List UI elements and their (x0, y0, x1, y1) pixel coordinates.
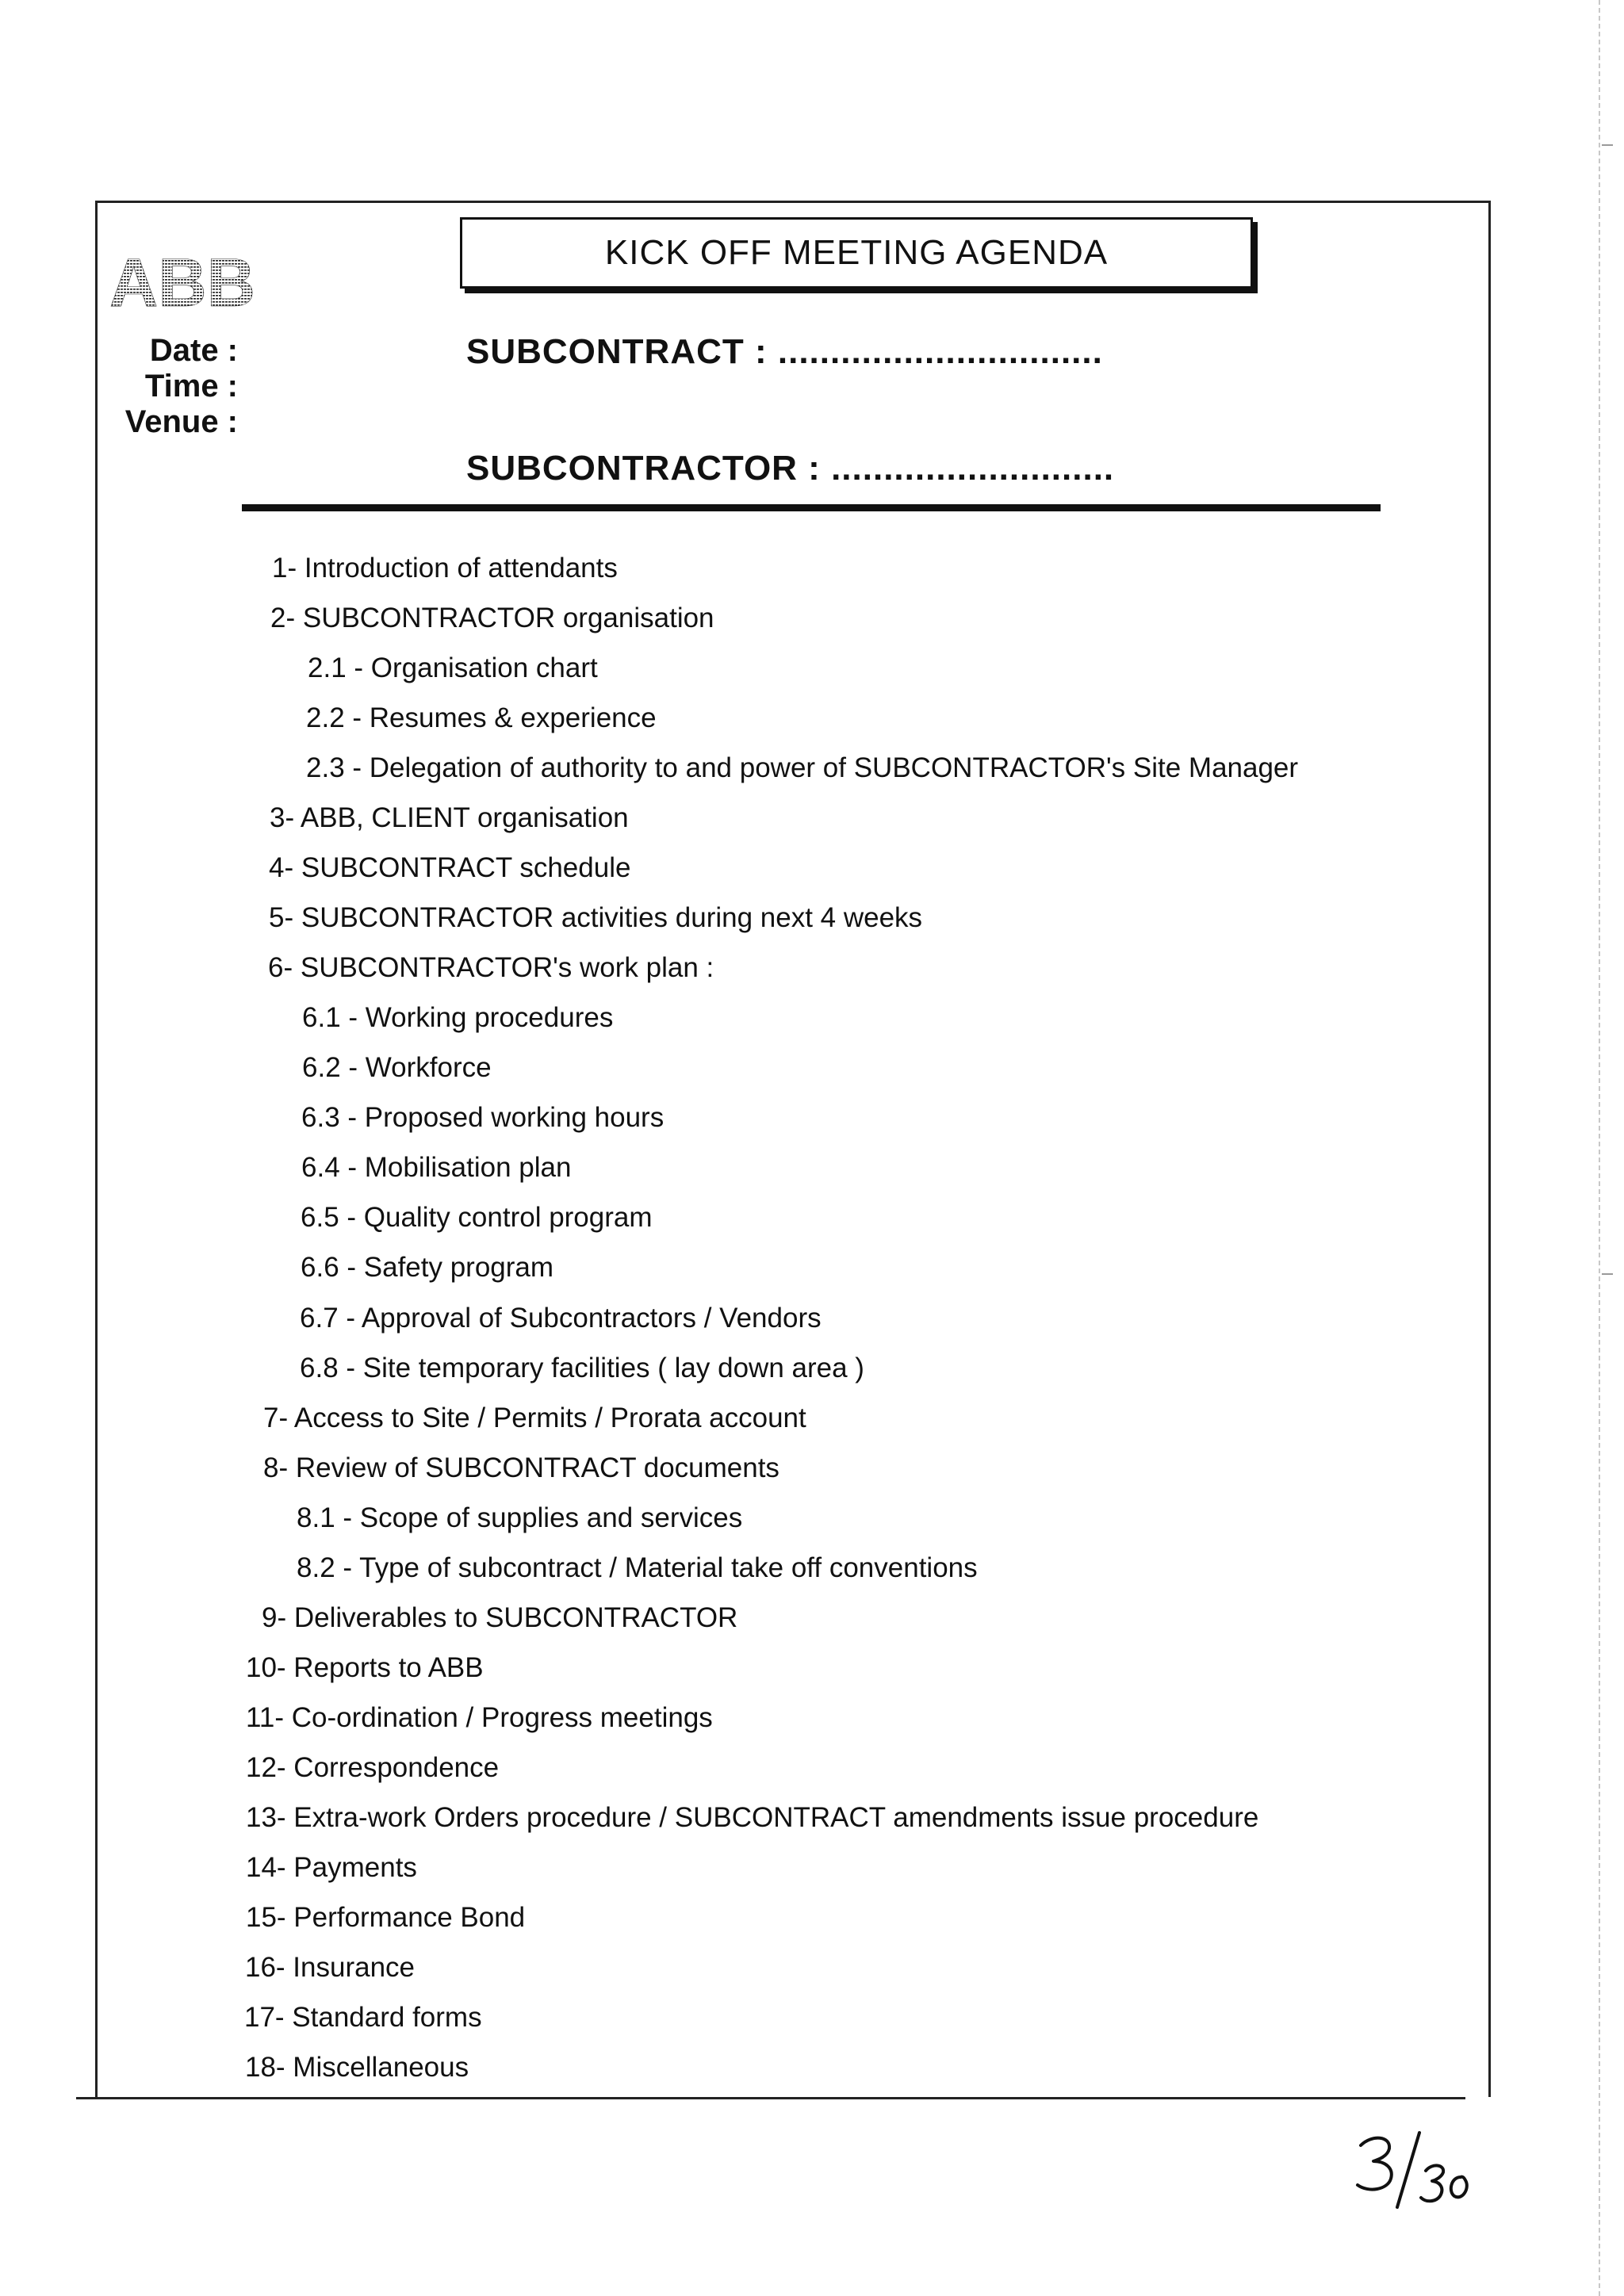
subcontract-value: ............................... (777, 332, 1103, 371)
agenda-subitem: 6.6 - Safety program (301, 1252, 554, 1283)
abb-logo (108, 251, 257, 311)
scan-edge (1599, 0, 1600, 2296)
agenda-item: 3- ABB, CLIENT organisation (270, 802, 629, 833)
subcontractor-field (466, 449, 1114, 488)
agenda-item: 1- Introduction of attendants (272, 553, 618, 584)
time-label: Time : (144, 369, 238, 404)
agenda-subitem: 6.7 - Approval of Subcontractors / Vendors (300, 1303, 822, 1334)
agenda-subitem: 2.1 - Organisation chart (308, 652, 598, 683)
agenda-subitem: 6.1 - Working procedures (302, 1002, 614, 1033)
agenda-item: 2- SUBCONTRACTOR organisation (270, 603, 714, 633)
agenda-item: 10- Reports to ABB (246, 1652, 484, 1683)
agenda-item: 13- Extra-work Orders procedure / SUBCONTRACT amendments issue procedure (246, 1802, 1259, 1833)
agenda-item: 4- SUBCONTRACT schedule (269, 852, 631, 883)
agenda-title-box (460, 217, 1253, 289)
agenda-item: 9- Deliverables to SUBCONTRACTOR (262, 1602, 738, 1633)
abb-logo-text: ABB (109, 251, 255, 311)
agenda-item: 8- Review of SUBCONTRACT documents (263, 1452, 779, 1483)
agenda-item: 16- Insurance (245, 1952, 416, 1983)
venue-label: Venue : (124, 404, 238, 439)
agenda-subitem: 2.2 - Resumes & experience (306, 702, 657, 733)
meeting-details (125, 333, 238, 440)
subcontractor-label: SUBCONTRACTOR : (466, 449, 821, 488)
subcontract-field (466, 332, 1103, 372)
agenda-item: 12- Correspondence (246, 1752, 500, 1783)
agenda-title: KICK OFF MEETING AGENDA (604, 233, 1109, 272)
subcontract-label: SUBCONTRACT : (466, 332, 768, 371)
agenda-item: 5- SUBCONTRACTOR activities during next 4 weeks (269, 902, 923, 933)
date-label: Date : (149, 333, 238, 368)
scan-edge-mark (1602, 1273, 1613, 1275)
subcontractor-value: ........................... (831, 449, 1115, 488)
agenda-subitem: 6.4 - Mobilisation plan (301, 1152, 572, 1183)
agenda-subitem: 6.8 - Site temporary facilities ( lay down area ) (300, 1353, 864, 1383)
agenda-item: 15- Performance Bond (246, 1902, 526, 1933)
handwritten-page-number (1348, 2125, 1475, 2212)
agenda-item: 6- SUBCONTRACTOR's work plan : (268, 952, 714, 983)
agenda-subitem: 8.1 - Scope of supplies and services (297, 1502, 743, 1533)
agenda-item: 17- Standard forms (244, 2002, 482, 2033)
agenda-subitem: 6.2 - Workforce (302, 1052, 492, 1083)
scan-edge-mark (1602, 144, 1613, 146)
header-divider (242, 504, 1381, 511)
agenda-item: 18- Miscellaneous (245, 2052, 469, 2083)
agenda-item: 14- Payments (246, 1852, 417, 1883)
agenda-subitem: 2.3 - Delegation of authority to and power of SUBCONTRACTOR's Site Manager (306, 752, 1299, 783)
page-number-text: 3/30 (1348, 2125, 1350, 2126)
agenda-subitem: 6.5 - Quality control program (301, 1202, 653, 1233)
agenda-item: 7- Access to Site / Permits / Prorata account (263, 1402, 806, 1433)
page-frame-bottom (76, 2097, 1465, 2099)
agenda-subitem: 8.2 - Type of subcontract / Material take off conventions (297, 1552, 978, 1583)
agenda-item: 11- Co-ordination / Progress meetings (246, 1702, 713, 1733)
agenda-subitem: 6.3 - Proposed working hours (301, 1102, 665, 1133)
